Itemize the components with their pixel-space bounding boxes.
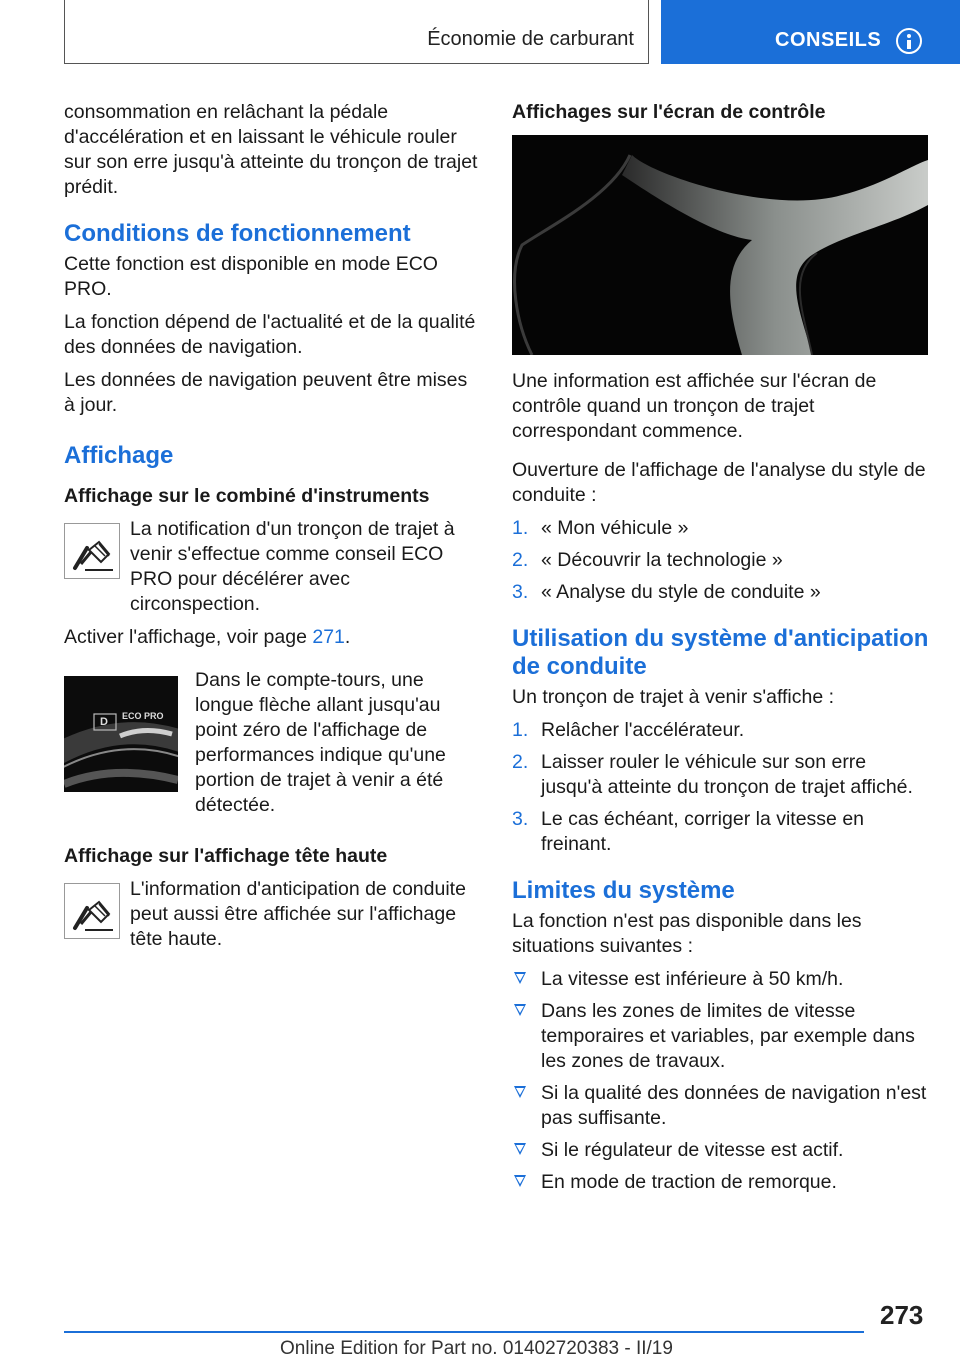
list-item bbox=[512, 967, 930, 992]
triangle-bullet-icon bbox=[514, 1086, 526, 1098]
paragraph: Cette fonction est disponible en mode ECO PRO. bbox=[64, 253, 438, 300]
instrument-cluster-image bbox=[64, 676, 178, 792]
steps-list-usage bbox=[512, 718, 930, 857]
triangle-bullet-icon bbox=[514, 1175, 526, 1187]
bullet-text: En mode de traction de remorque. bbox=[541, 1171, 837, 1193]
header-tab-conseils[interactable] bbox=[661, 0, 960, 64]
list-item bbox=[512, 750, 930, 800]
paragraph: Une information est affichée sur l'écran de contrôle quand un tronçon de trajet correspondant commence. bbox=[512, 370, 877, 442]
heading-utilisation: Utilisation du système d'anticipation de conduite bbox=[512, 625, 929, 680]
hud-note bbox=[64, 877, 482, 952]
step-number: 1. bbox=[512, 719, 529, 741]
eco-pro-coasting-icon bbox=[64, 523, 120, 579]
header-section-title: Économie de carburant bbox=[427, 28, 634, 50]
list-item bbox=[512, 580, 930, 605]
list-item bbox=[512, 1081, 930, 1131]
heading-affichage: Affichage bbox=[64, 442, 174, 469]
paragraph: Dans le compte-tours, une longue flèche allant jusqu'au point zéro de l'affichage de performances indique qu'une portion de trajet à venir a été détectée. bbox=[195, 669, 446, 816]
footer-edition: Online Edition for Part no. 01402720383 - II/19 bbox=[280, 1338, 673, 1359]
cluster-gear-label: D bbox=[100, 716, 108, 728]
triangle-bullet-icon bbox=[514, 972, 526, 984]
list-item bbox=[512, 718, 930, 743]
triangle-bullet-icon bbox=[514, 1004, 526, 1016]
right-column bbox=[512, 100, 930, 1205]
subheading-combine: Affichage sur le combiné d'instruments bbox=[64, 485, 430, 507]
paragraph: Les données de navigation peuvent être mises à jour. bbox=[64, 369, 468, 416]
text: Activer l'affichage, voir page bbox=[64, 626, 313, 648]
paragraph bbox=[64, 625, 482, 650]
paragraph: Ouverture de l'affichage de l'analyse du style de conduite : bbox=[512, 459, 926, 506]
bullet-text: La vitesse est inférieure à 50 km/h. bbox=[541, 968, 844, 990]
cluster-eco-label: ECO PRO bbox=[122, 711, 164, 721]
paragraph: La fonction n'est pas disponible dans les situations suivantes : bbox=[512, 910, 862, 957]
paragraph: La notification d'un tronçon de trajet à venir s'effectue comme conseil ECO PRO pour décélérer avec circonspection. bbox=[130, 518, 455, 615]
heading-limites: Limites du système bbox=[512, 877, 735, 904]
subheading-hud: Affichage sur l'affichage tête haute bbox=[64, 845, 388, 867]
subheading-ecran: Affichages sur l'écran de contrôle bbox=[512, 101, 826, 123]
step-number: 3. bbox=[512, 808, 529, 830]
paragraph: Un tronçon de trajet à venir s'affiche : bbox=[512, 686, 835, 708]
step-text: Le cas échéant, corriger la vitesse en freinant. bbox=[541, 808, 865, 855]
eco-pro-coasting-icon bbox=[64, 883, 120, 939]
tachometer-note bbox=[64, 668, 482, 818]
triangle-bullet-icon bbox=[514, 1143, 526, 1155]
step-text: « Analyse du style de conduite » bbox=[541, 581, 821, 603]
list-item bbox=[512, 1138, 930, 1163]
page-link[interactable]: 271 bbox=[312, 626, 345, 648]
step-number: 2. bbox=[512, 549, 529, 571]
paragraph: La fonction dépend de l'actualité et de la qualité des données de navigation. bbox=[64, 311, 476, 358]
step-text: Laisser rouler le véhicule sur son erre jusqu'à atteinte du tronçon de trajet affiché. bbox=[541, 751, 913, 798]
info-icon[interactable] bbox=[896, 28, 922, 54]
steps-list-open-analysis bbox=[512, 516, 930, 605]
footer-divider bbox=[64, 1331, 864, 1333]
control-display-road-image bbox=[512, 135, 928, 355]
step-text: Relâcher l'accélérateur. bbox=[541, 719, 745, 741]
limitations-list bbox=[512, 967, 930, 1195]
heading-conditions: Conditions de fonctionnement bbox=[64, 220, 411, 247]
page-number: 273 bbox=[880, 1300, 924, 1330]
step-number: 3. bbox=[512, 581, 529, 603]
eco-pro-note bbox=[64, 517, 482, 617]
list-item bbox=[512, 999, 930, 1074]
text: . bbox=[344, 626, 351, 648]
left-column bbox=[64, 100, 482, 960]
bullet-text: Si le régulateur de vitesse est actif. bbox=[541, 1139, 844, 1161]
step-text: « Mon véhicule » bbox=[541, 517, 689, 539]
header-section-box bbox=[64, 0, 649, 64]
paragraph: consommation en relâchant la pédale d'accélération et en laissant le véhicule rouler sur son erre jusqu'à atteinte du tronçon de trajet prédit. bbox=[64, 101, 478, 198]
list-item bbox=[512, 807, 930, 857]
list-item bbox=[512, 1170, 930, 1195]
step-number: 1. bbox=[512, 517, 529, 539]
bullet-text: Si la qualité des données de navigation n'est pas suffisante. bbox=[541, 1082, 927, 1129]
step-number: 2. bbox=[512, 751, 529, 773]
paragraph: L'information d'anticipation de conduite peut aussi être affichée sur l'affichage tête haute. bbox=[130, 878, 466, 950]
header-tab-label: CONSEILS bbox=[775, 29, 882, 51]
list-item bbox=[512, 548, 930, 573]
step-text: « Découvrir la technologie » bbox=[541, 549, 783, 571]
bullet-text: Dans les zones de limites de vitesse temporaires et variables, par exemple dans les zones de travaux. bbox=[541, 1000, 915, 1072]
list-item bbox=[512, 516, 930, 541]
